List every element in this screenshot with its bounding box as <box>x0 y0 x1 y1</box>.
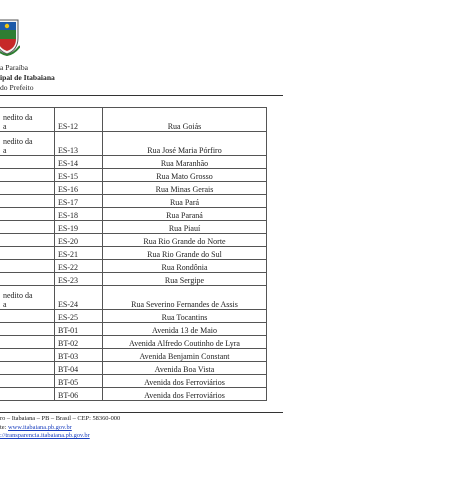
street-name-cell: Rua Rondônia <box>103 260 267 273</box>
street-name-cell: Rua Sergipe <box>103 273 267 286</box>
footer-transparency-line <box>0 432 90 440</box>
street-name-cell: Avenida Boa Vista <box>103 362 267 375</box>
code-cell: ES-18 <box>55 208 103 221</box>
header-state-line: a Paraíba <box>0 63 29 72</box>
code-cell: BT-05 <box>55 375 103 388</box>
header-municipality-line: ipal de Itabaiana <box>0 73 55 82</box>
code-cell: BT-02 <box>55 336 103 349</box>
code-cell: ES-24 <box>55 286 103 310</box>
owner-cell-text: a <box>3 300 7 309</box>
table-row <box>0 132 267 156</box>
footer-site-line <box>0 424 72 432</box>
owner-cell-text: nedito da <box>3 113 33 122</box>
street-name-cell: Rua Rio Grande do Norte <box>103 234 267 247</box>
footer-address: ro – Itabaiana – PB – Brasil – CEP: 58360-000 <box>0 415 121 422</box>
owner-cell <box>0 286 55 310</box>
street-name-cell: Rua Severino Fernandes de Assis <box>103 286 267 310</box>
street-name-cell: Rua Rio Grande do Sul <box>103 247 267 260</box>
owner-cell-text: a <box>3 122 7 131</box>
owner-cell <box>0 336 55 349</box>
table-row <box>0 260 267 273</box>
header-office-line: do Prefeito <box>0 83 34 92</box>
owner-cell <box>0 273 55 286</box>
code-cell: ES-15 <box>55 169 103 182</box>
table-row <box>0 362 267 375</box>
table-row <box>0 208 267 221</box>
owner-cell <box>0 323 55 336</box>
table-row <box>0 169 267 182</box>
street-name-cell: Rua Tocantins <box>103 310 267 323</box>
owner-cell-text: nedito da <box>3 291 33 300</box>
street-name-cell: Rua Paraná <box>103 208 267 221</box>
header-divider <box>0 95 283 96</box>
streets-table <box>0 107 267 401</box>
code-cell: ES-12 <box>55 108 103 132</box>
owner-cell <box>0 260 55 273</box>
table-row <box>0 323 267 336</box>
owner-cell <box>0 221 55 234</box>
street-name-cell: Rua Mato Grosso <box>103 169 267 182</box>
footer-site-prefix: te: <box>0 424 8 431</box>
code-cell: ES-19 <box>55 221 103 234</box>
table-row <box>0 273 267 286</box>
transparency-link[interactable]: ://transparencia.itabaiana.pb.gov.br <box>0 432 90 439</box>
code-cell: ES-16 <box>55 182 103 195</box>
owner-cell <box>0 247 55 260</box>
code-cell: ES-13 <box>55 132 103 156</box>
code-cell: ES-20 <box>55 234 103 247</box>
owner-cell <box>0 375 55 388</box>
owner-cell <box>0 349 55 362</box>
street-name-cell: Rua Pará <box>103 195 267 208</box>
street-name-cell: Rua Goiás <box>103 108 267 132</box>
code-cell: BT-06 <box>55 388 103 401</box>
street-name-cell: Avenida 13 de Maio <box>103 323 267 336</box>
street-name-cell: Avenida Benjamin Constant <box>103 349 267 362</box>
code-cell: ES-14 <box>55 156 103 169</box>
table-row <box>0 336 267 349</box>
street-name-cell: Rua Maranhão <box>103 156 267 169</box>
code-cell: ES-21 <box>55 247 103 260</box>
table-row <box>0 310 267 323</box>
site-link[interactable]: www.itabaiana.pb.gov.br <box>8 424 72 431</box>
owner-cell <box>0 156 55 169</box>
owner-cell <box>0 182 55 195</box>
table-row <box>0 349 267 362</box>
street-name-cell: Rua Minas Gerais <box>103 182 267 195</box>
street-name-cell: Avenida dos Ferroviários <box>103 388 267 401</box>
table-row <box>0 182 267 195</box>
owner-cell <box>0 388 55 401</box>
owner-cell <box>0 234 55 247</box>
owner-cell <box>0 108 55 132</box>
table-row <box>0 156 267 169</box>
table-row <box>0 234 267 247</box>
code-cell: BT-03 <box>55 349 103 362</box>
table-row <box>0 375 267 388</box>
code-cell: ES-22 <box>55 260 103 273</box>
code-cell: BT-01 <box>55 323 103 336</box>
table-row <box>0 247 267 260</box>
owner-cell <box>0 195 55 208</box>
street-name-cell: Avenida Alfredo Coutinho de Lyra <box>103 336 267 349</box>
footer-divider <box>0 412 283 413</box>
code-cell: BT-04 <box>55 362 103 375</box>
code-cell: ES-17 <box>55 195 103 208</box>
code-cell: ES-25 <box>55 310 103 323</box>
owner-cell <box>0 169 55 182</box>
owner-cell <box>0 208 55 221</box>
coat-of-arms-icon <box>0 16 20 56</box>
owner-cell-text: a <box>3 146 7 155</box>
table-row <box>0 388 267 401</box>
street-name-cell: Rua Piauí <box>103 221 267 234</box>
owner-cell <box>0 362 55 375</box>
street-name-cell: Rua José Maria Pórfiro <box>103 132 267 156</box>
owner-cell <box>0 310 55 323</box>
code-cell: ES-23 <box>55 273 103 286</box>
table-row <box>0 195 267 208</box>
owner-cell <box>0 132 55 156</box>
owner-cell-text: nedito da <box>3 137 33 146</box>
table-row <box>0 108 267 132</box>
street-name-cell: Avenida dos Ferroviários <box>103 375 267 388</box>
table-row <box>0 286 267 310</box>
table-row <box>0 221 267 234</box>
